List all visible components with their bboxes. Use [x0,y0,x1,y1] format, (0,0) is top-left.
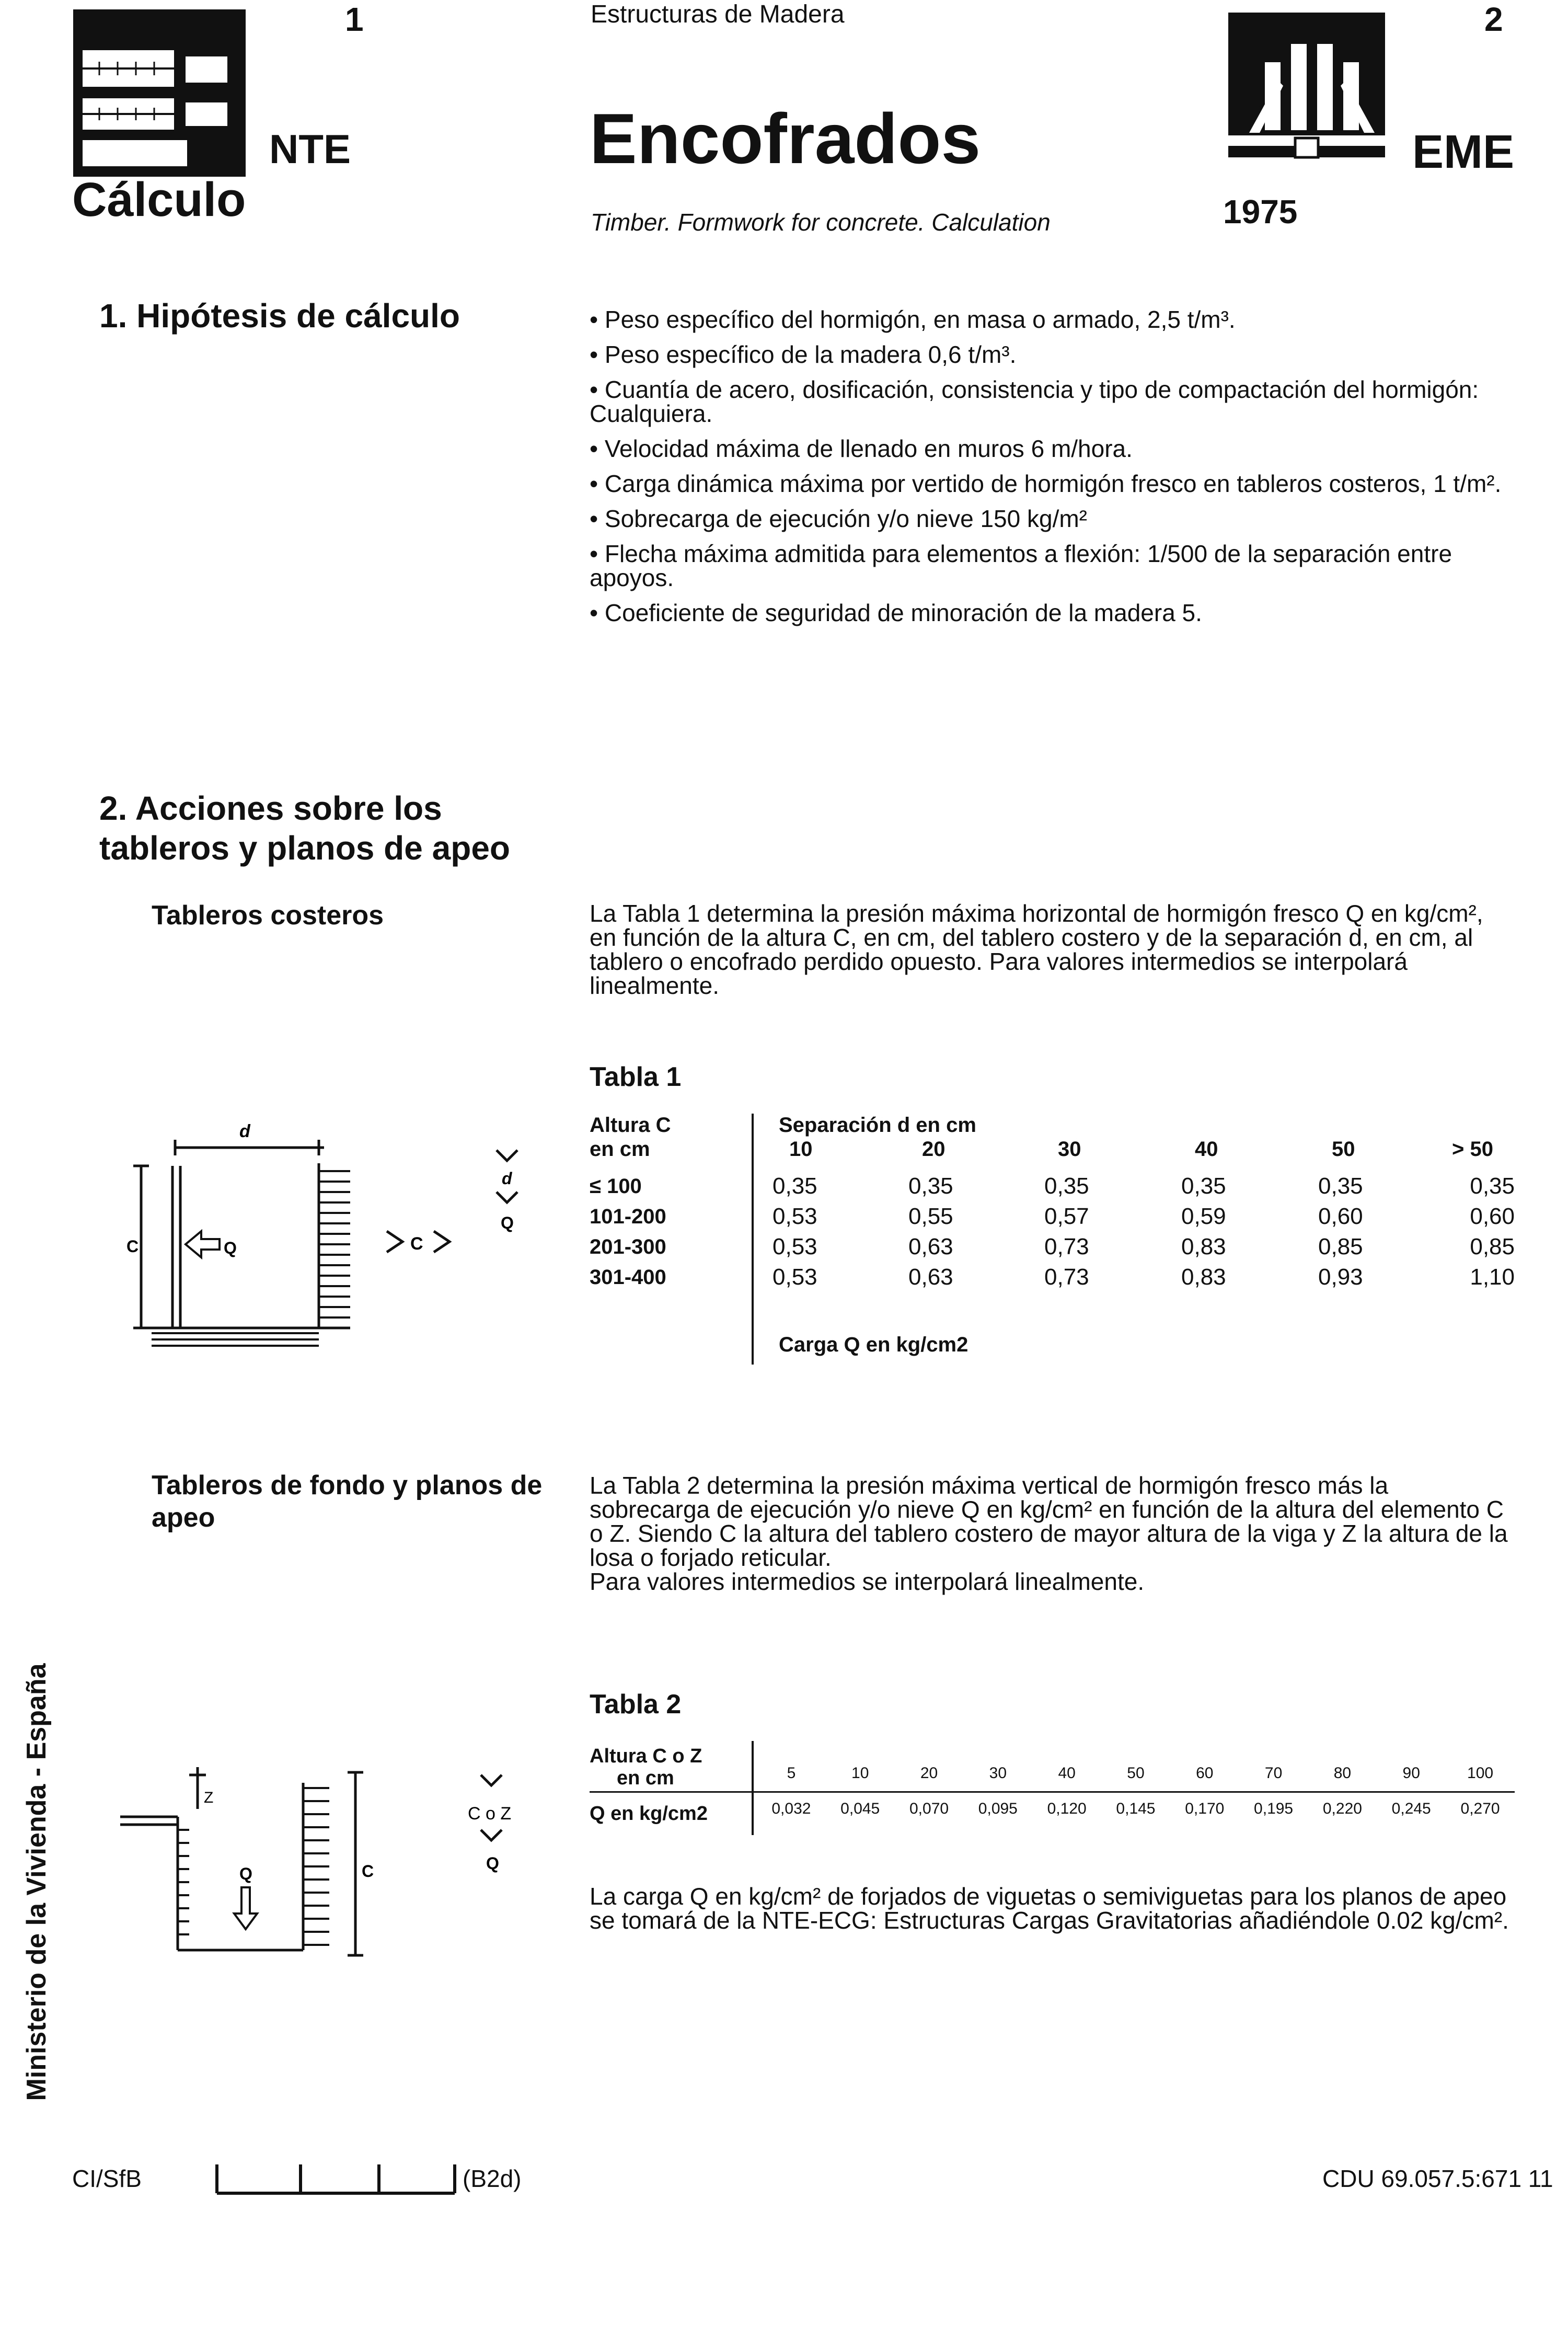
bullet: • Sobrecarga de ejecución y/o nieve 150 kg/m² [590,505,1087,532]
table-row: 301-400 0,53 0,63 0,73 0,83 0,93 1,10 [590,1264,1515,1290]
cisfb-label: CI/SfB [72,2165,142,2192]
fig1-q-label: Q [224,1239,237,1257]
fig2-c-label: C [362,1862,374,1881]
table2-row2-label: Q en kg/cm2 [590,1803,708,1825]
sep-value: 20 [922,1138,946,1161]
table1-footer: Carga Q en kg/cm2 [779,1333,969,1356]
section2-heading: 2. Acciones sobre los tableros y planos de apeo [99,789,510,867]
table1-sep-header: Separación d en cm [779,1114,976,1137]
nte-logo [73,9,246,177]
sep-value: 40 [1195,1138,1218,1161]
nte-label: NTE [269,126,351,172]
fig2-q-label-2: Q [486,1854,499,1873]
cisfb-code: (B2d) [463,2165,522,2192]
sep-value: 10 [789,1138,813,1161]
sep-value: 50 [1332,1138,1355,1161]
year-label: 1975 [1223,193,1298,231]
table-row: 5 10 20 30 40 50 60 70 80 90 100 [787,1764,1494,1782]
figure-beam-formwork [120,1757,538,1961]
bullet: • Cuantía de acero, dosificación, consistencia y tipo de compactación del hormigón: Cualquiera. [590,376,1479,427]
table-row: 101-200 0,53 0,55 0,57 0,59 0,60 0,60 [590,1204,1515,1229]
bullet: • Peso específico de la madera 0,6 t/m³. [590,341,1017,368]
bullet: • Peso específico del hormigón, en masa o armado, 2,5 t/m³. [590,306,1236,333]
table1-col-header-unit: en cm [590,1138,650,1161]
bullet: • Carga dinámica máxima por vertido de hormigón fresco en tableros costeros, 1 t/m². [590,470,1502,497]
table-row: ≤ 100 0,35 0,35 0,35 0,35 0,35 0,35 [590,1173,1515,1199]
fig2-coz-label: C o Z [468,1804,512,1824]
sep-value: 30 [1058,1138,1081,1161]
cdu-code: CDU 69.057.5:671 11 [1322,2165,1553,2192]
fig2-z-label: Z [204,1789,214,1806]
table1-col-header: Altura C [590,1114,671,1137]
table2-title: Tabla 2 [590,1689,682,1720]
table2-body [757,1752,1515,1824]
page-right-number: 2 [1484,1,1503,38]
sep-value: > 50 [1452,1138,1493,1161]
fondo-text-2: Para valores intermedios se interpolará linealmente. [590,1568,1145,1595]
fig1-d-label: d [239,1121,250,1141]
page-title: Encofrados [590,99,981,178]
fig2-q-label: Q [239,1864,252,1883]
table2-row1-label-unit: en cm [617,1767,674,1789]
fig1-d-label-2: d [502,1169,512,1188]
fondo-text: La Tabla 2 determina la presión máxima vertical de hormigón fresco más la sobrecarga de ejecución y/o nieve Q en kg/cm² en función de la altura del elemento C o Z. Siendo C la altura del tablero costero de mayor altura de la viga y Z la altura de la losa o forjado reticular. [590,1472,1508,1571]
table-row: 0,032 0,045 0,070 0,095 0,120 0,145 0,170 0,195 0,220 0,245 0,270 [771,1800,1500,1817]
page-left-number: 1 [345,1,364,38]
table2-divider [752,1741,754,1835]
fig1-c-label-2: C [410,1234,423,1254]
subtitle-english: Timber. Formwork for concrete. Calculation [591,209,1051,236]
eme-logo [1228,13,1385,169]
fig1-c-label: C [126,1237,139,1256]
table1-title: Tabla 1 [590,1062,682,1092]
note-text: La carga Q en kg/cm² de forjados de viguetas o semiviguetas para los planos de apeo se tomará de la NTE-ECG: Estructuras Cargas Gravitatorias añadiéndole 0.02 kg/cm². [590,1883,1509,1934]
fig1-q-label-2: Q [501,1213,514,1232]
bullet: • Flecha máxima admitida para elementos a flexión: 1/500 de la separación entre apoyos. [590,540,1452,591]
table1-body [590,1171,1515,1292]
calculo-label: Cálculo [72,173,246,226]
sub-heading-fondo: Tableros de fondo y planos de apeo [152,1470,543,1533]
figure-wall-formwork [120,1119,538,1354]
bullet: • Coeficiente de seguridad de minoración de la madera 5. [590,599,1202,626]
code-label: EME [1412,126,1515,178]
section1-bullets [590,307,1515,636]
bullet: • Velocidad máxima de llenado en muros 6 m/hora. [590,435,1133,462]
sub-heading-costeros: Tableros costeros [152,900,384,931]
table2-row1-label: Altura C o Z [590,1745,702,1767]
cisfb-boxes [214,2154,497,2201]
costeros-text: La Tabla 1 determina la presión máxima horizontal de hormigón fresco Q en kg/cm², en función de la altura C, en cm, del tablero costero y de la separación d, en cm, al tablero o encofrado perdido opuesto. Para valores intermedios se interpolará linealmente. [590,900,1483,999]
table-row: 201-300 0,53 0,63 0,73 0,83 0,85 0,85 [590,1234,1515,1259]
section1-heading: 1. Hipótesis de cálculo [99,297,460,335]
series-label: Estructuras de Madera [591,1,845,28]
table1-sep-values [590,1138,1515,1164]
